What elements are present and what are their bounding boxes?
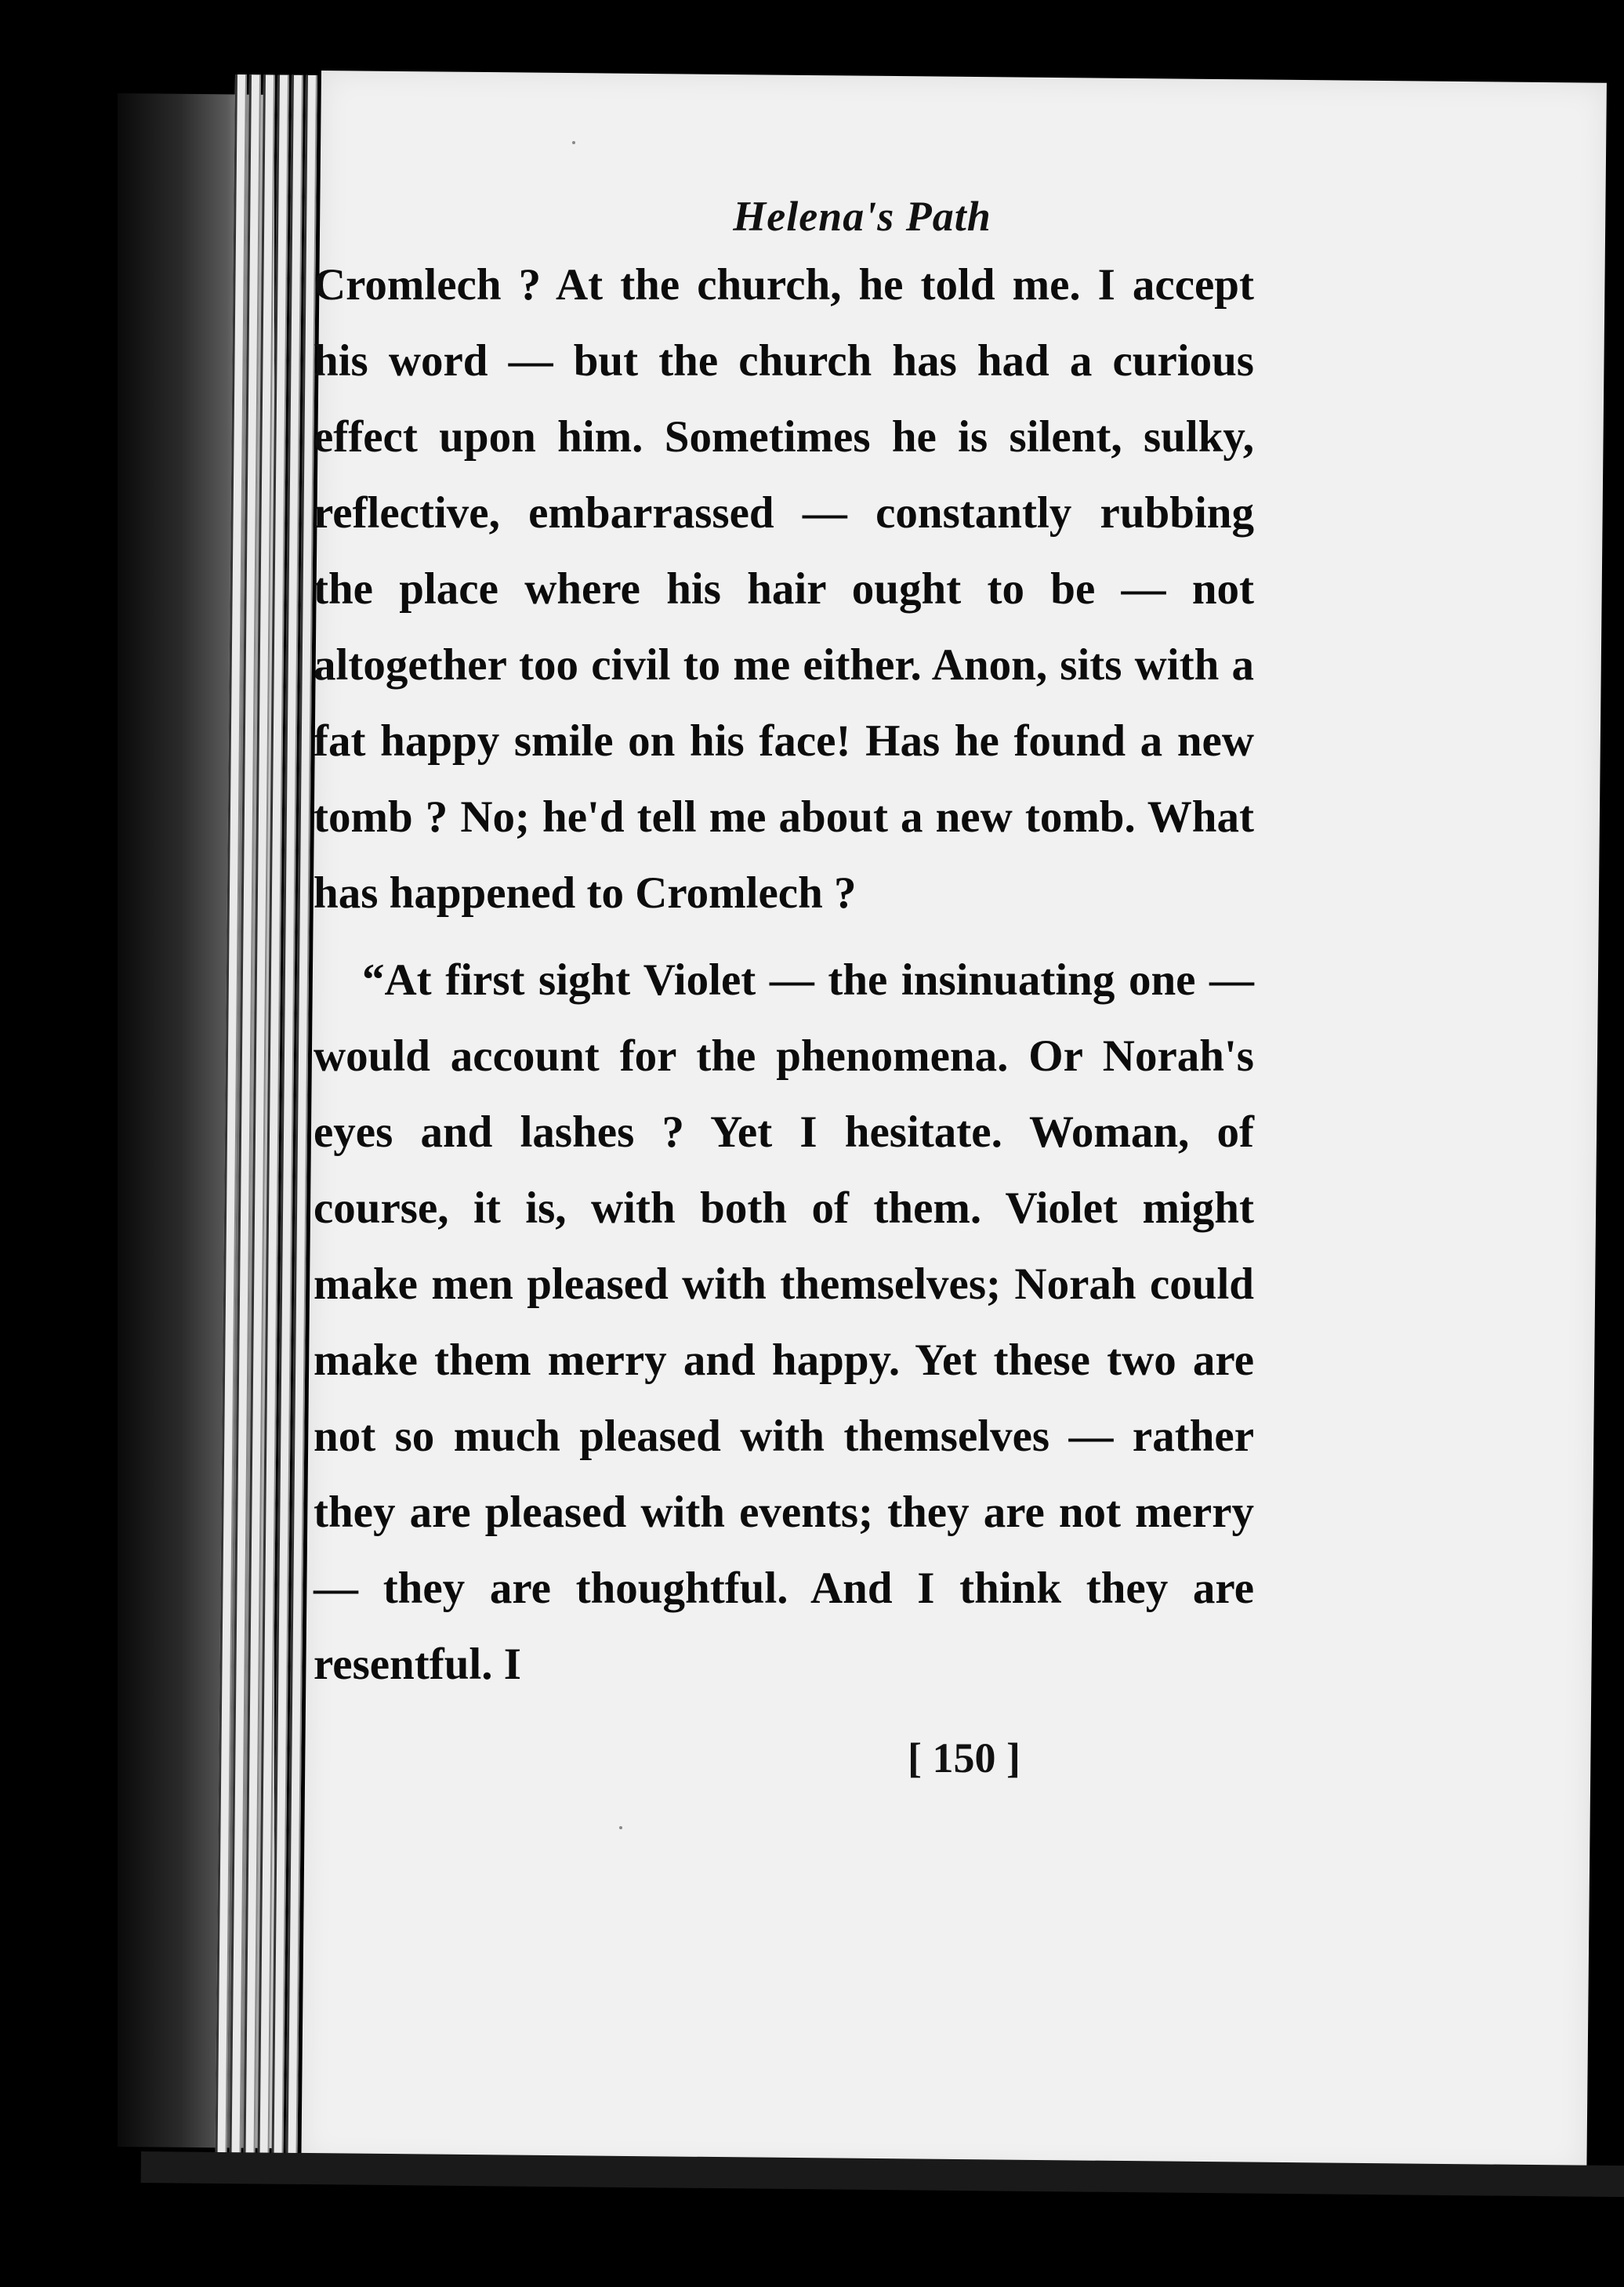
page-number: [ 150 ] bbox=[908, 1734, 1020, 1781]
body-text bbox=[314, 247, 1254, 1702]
paragraph: Cromlech ? At the church, he told me. I accept his word — but the church has had a curious effect upon him. Sometimes he is silent, sulky, reflective, embarrassed — constantly rubbing the place where his hair ought to be — not altogether too civil to me either. Anon, sits with a fat happy smile on his face! Has he found a new tomb ? No; he'd tell me about a new tomb. What has happened to Cromlech ? bbox=[314, 260, 1254, 918]
running-head: Helena's Path bbox=[733, 193, 991, 240]
dust-speck bbox=[572, 141, 575, 144]
paragraph: “At first sight Violet — the insinuating one — would account for the phenomena. Or Norah's eyes and lashes ? Yet I hesitate. Woman, of course, it is, with both of them. Violet might make men pleased with themselves; Norah could make them merry and happy. Yet these two are not so much pleased with themselves — rather they are pleased with events; they are not merry — they are thoughtful. And I think they are resentful. I bbox=[314, 955, 1254, 1689]
dust-speck bbox=[619, 1826, 622, 1829]
